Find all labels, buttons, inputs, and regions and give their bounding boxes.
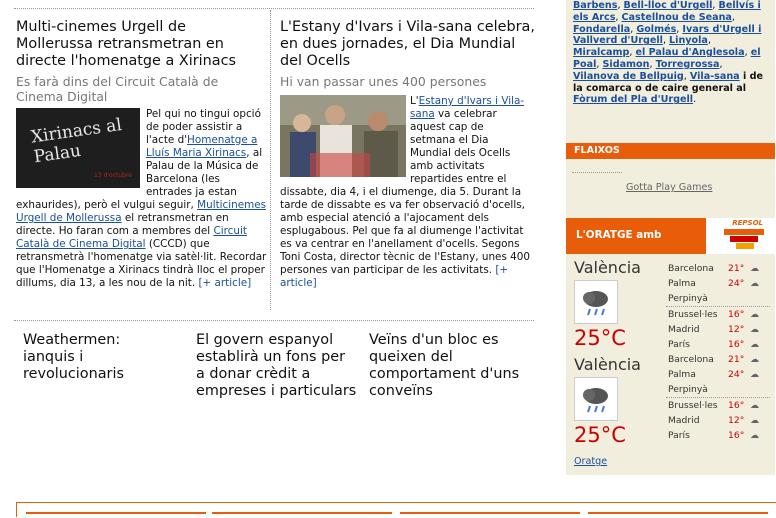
body-text: Pel qui no tingui opció de poder assistir a l'acte d' xyxy=(146,108,261,146)
article-body xyxy=(16,108,268,290)
article-subtitle: Hi van passar unes 400 persones xyxy=(280,74,487,89)
homenatge-link[interactable]: Homenatge a Lluís Maria Xirinacs xyxy=(146,134,258,159)
town-link[interactable]: Vilanova de Bellpuig xyxy=(573,70,684,82)
forecast-divider xyxy=(666,397,770,398)
town-link[interactable]: Torregrossa xyxy=(655,58,720,70)
headline-link[interactable]: El govern espanyol establirà un fons per a donar crèdit a empreses i particulars xyxy=(196,332,357,399)
forecast-row: Palma 24° ☁ xyxy=(668,369,759,380)
forecast-row: Barcelona 21° ☁ xyxy=(668,263,759,274)
circuit-link[interactable]: Circuit Català de Cinema Digital xyxy=(16,225,247,250)
bottom-tab[interactable] xyxy=(26,512,206,518)
article-image[interactable] xyxy=(16,108,140,188)
column-divider xyxy=(270,10,271,310)
body-text: el retransmetran en directe. Ho faran com a membres del xyxy=(16,212,229,237)
weather-header-label: L'ORATGE amb xyxy=(576,229,662,241)
body-text: (CCCD) que retransmetrà l'homenatge via satèl·lit. Recordar que l'Homenatge a Xirinacs tindrà lloc el proper dillums, dia 13, a les nou de la nit. xyxy=(16,238,267,289)
town-link[interactable]: Linyola xyxy=(669,35,708,47)
image-lettering: Xirinacs al Palau xyxy=(29,114,124,168)
current-temp: 25°C xyxy=(574,326,626,350)
read-more-link[interactable]: [+ article] xyxy=(198,277,252,289)
forecast-row: Brussel·les 16° ☁ xyxy=(668,400,759,411)
read-more-link[interactable]: [+ article] xyxy=(280,264,509,289)
estany-link[interactable]: Estany d'Ivars i Vila-sana xyxy=(410,95,525,120)
weather-icon: ☁ xyxy=(750,264,759,274)
weather-icon: ☁ xyxy=(750,325,759,335)
flaixos-divider xyxy=(572,172,622,173)
headline-link[interactable]: Weathermen: ianquis i revolucionaris xyxy=(23,332,124,382)
multicinemes-link[interactable]: Multicinemes Urgell de Mollerussa xyxy=(16,199,267,224)
forum-link[interactable]: Fòrum del Pla d'Urgell xyxy=(573,94,694,106)
forecast-row: Perpinyà xyxy=(668,293,708,304)
weather-icon: ☁ xyxy=(750,416,759,426)
article-title[interactable]: L'Estany d'Ivars i Vila-sana celebra, en dues jornades, el Dia Mundial del Ocells xyxy=(280,19,535,69)
weather-icon: ☁ xyxy=(750,370,759,380)
city-name: València xyxy=(574,258,641,277)
weather-header xyxy=(566,218,775,254)
repsol-wordmark: REPSOL xyxy=(732,219,763,227)
current-temp: 25°C xyxy=(574,423,626,447)
flaixos-header: FLAIXOS xyxy=(566,143,775,159)
forecast-row: Barcelona 21° ☁ xyxy=(668,354,759,365)
forecast-row: Madrid 12° ☁ xyxy=(668,324,759,335)
forecast-row: Perpinyà xyxy=(668,384,708,395)
town-link[interactable]: Fondarella xyxy=(573,23,631,35)
forecast-row: París 16° ☁ xyxy=(668,339,759,350)
bottom-tab[interactable] xyxy=(400,512,580,518)
town-link[interactable]: Sidamon xyxy=(602,58,650,70)
town-link[interactable]: Bell-lloc d'Urgell xyxy=(623,0,713,11)
headline-link[interactable]: Veïns d'un bloc es queixen del comportament d'uns conveïns xyxy=(369,332,520,399)
city-name: València xyxy=(574,355,641,374)
gotta-play-link[interactable]: Gotta Play Games xyxy=(626,182,713,193)
article-photo[interactable] xyxy=(280,95,406,177)
weather-icon: ☁ xyxy=(750,431,759,441)
oratge-link[interactable]: Oratge xyxy=(574,456,608,467)
weather-icon: ☁ xyxy=(750,279,759,289)
people-photo-icon xyxy=(280,95,406,177)
forecast-divider xyxy=(666,306,770,307)
town-link[interactable]: Vila-sana xyxy=(689,70,740,82)
rain-cloud-icon xyxy=(574,377,618,421)
municipality-links: Barbens, Bell-lloc d'Urgell, Bellvís i els Arcs, Castellnou de Seana, Fondarella, Golmés, Ivars d'Urgell i Vallverd d'Urgell, Linyola, Miralcamp, el Palau d'Anglesola, el Poal, Sidamon, Torregrossa, Vilanova de Bellpuig, Vila-sana i de la comarca o de caire general al Fòrum del Pla d'Urgell. xyxy=(573,0,763,106)
forecast-row: Brussel·les 16° ☁ xyxy=(668,309,759,320)
weather-icon: ☁ xyxy=(750,340,759,350)
article-title[interactable]: Multi-cinemes Urgell de Mollerussa retransmetran en directe l'homenatge a Xirinacs xyxy=(16,19,236,69)
forecast-row: Madrid 12° ☁ xyxy=(668,415,759,426)
body-text: L' xyxy=(410,95,419,107)
section-divider xyxy=(14,320,534,321)
links-tail-text: i de la comarca o de caire general al xyxy=(573,70,763,94)
article-body xyxy=(280,95,530,290)
repsol-logo[interactable] xyxy=(706,218,775,254)
weather-icon: ☁ xyxy=(750,310,759,320)
body-text: , al Palau de la Música de Barcelona (les entrades ja estan exhaurides), però el vulgui seguir, xyxy=(16,147,263,211)
town-link[interactable]: Miralcamp xyxy=(573,47,630,59)
forecast-row: París 16° ☁ xyxy=(668,430,759,441)
body-text: va celebrar aquest cap de setmana el Dia Mundial dels Ocells amb activitats repartides entre el dissabte, dia 4, i el diumenge, dia 5. Durant la tarde de dissabte es va fer observació d'ocells, amb especial atenció a l'ajocament dels esplugabous. Pel que fa al diumenge l'activitat es va centrar en l'anellament d'ocells. Segons Toni Costa, director tècnic de l'Estany, unes 400 persones van participar de les activitats. xyxy=(280,108,530,276)
town-link[interactable]: Barbens xyxy=(573,0,618,11)
article-subtitle: Es farà dins del Circuit Català de Cinema Digital xyxy=(16,74,219,104)
repsol-icon xyxy=(724,229,764,253)
town-link[interactable]: Golmés xyxy=(636,23,677,35)
rain-cloud-icon xyxy=(574,280,618,324)
bottom-tab[interactable] xyxy=(588,512,768,518)
forecast-row: Palma 24° ☁ xyxy=(668,278,759,289)
town-link[interactable]: Castellnou de Seana xyxy=(621,11,732,23)
town-link[interactable]: Ivars d'Urgell i Vallverd d'Urgell xyxy=(573,23,762,47)
town-link[interactable]: Bellvís i els Arcs xyxy=(573,0,761,23)
top-divider xyxy=(14,8,534,9)
town-link[interactable]: el Poal xyxy=(573,47,761,70)
weather-icon: ☁ xyxy=(750,355,759,365)
sidebar xyxy=(566,0,775,475)
weather-icon: ☁ xyxy=(750,401,759,411)
town-link[interactable]: el Palau d'Anglesola xyxy=(635,47,745,59)
image-caption: 13 d'octubre xyxy=(94,172,132,179)
bottom-tab[interactable] xyxy=(212,512,392,518)
